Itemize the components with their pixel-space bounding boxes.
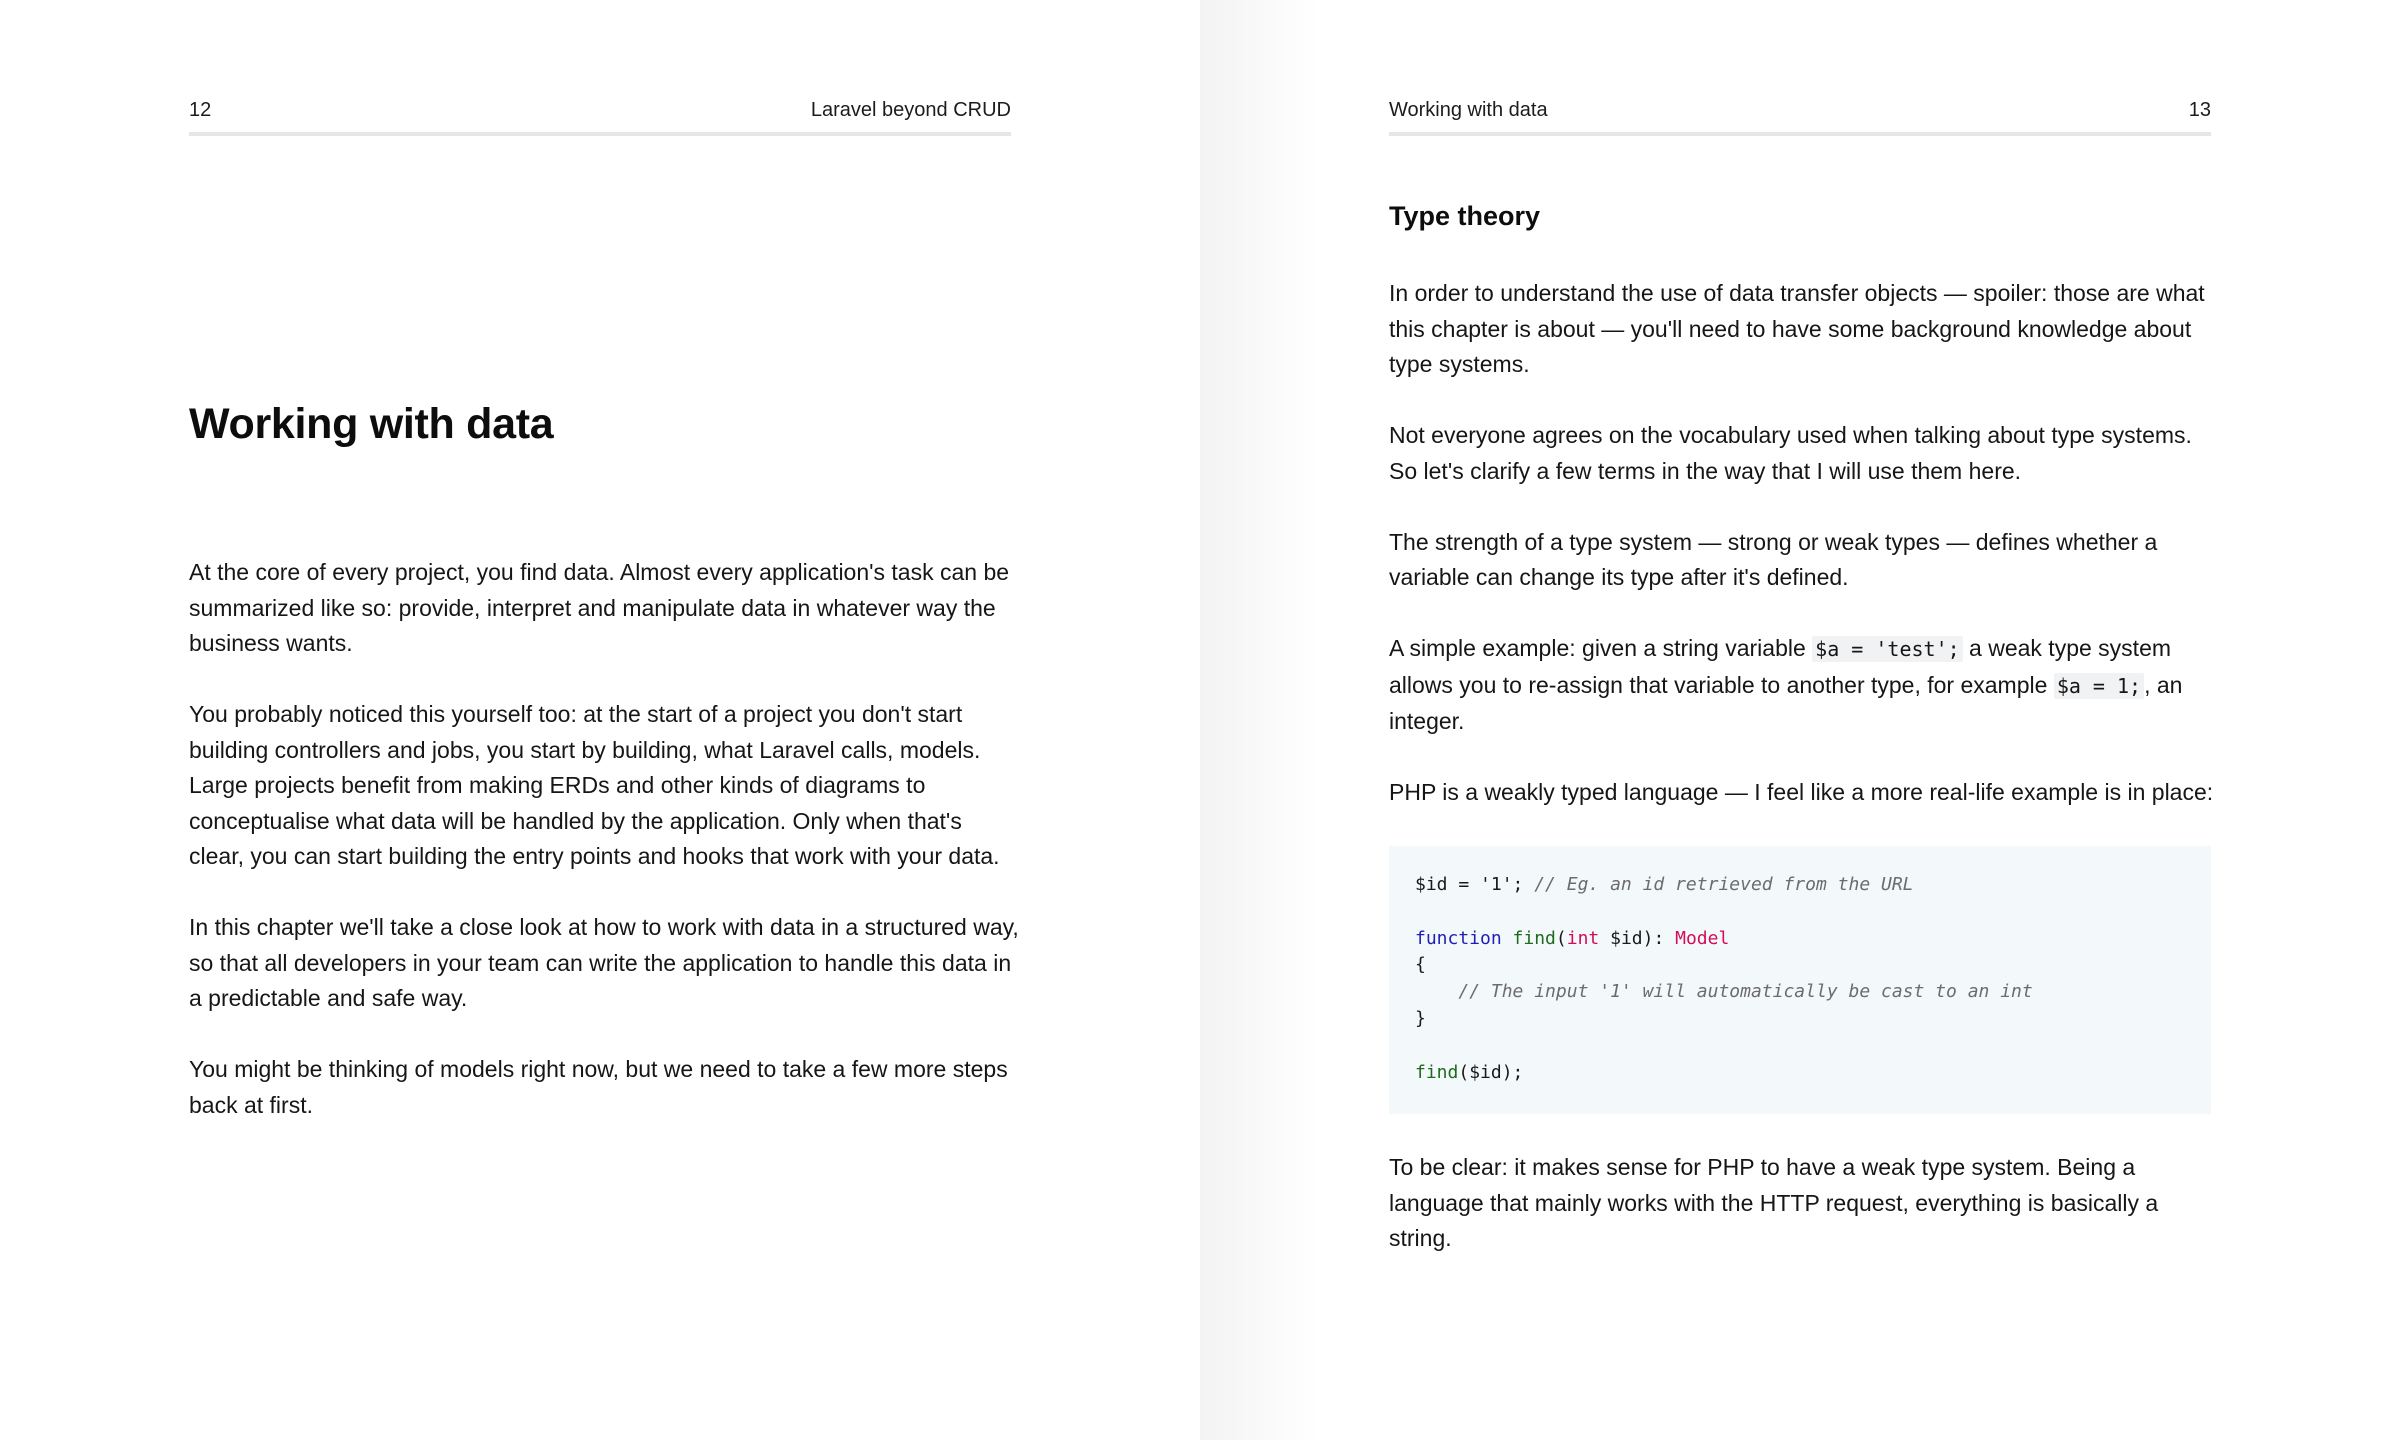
inline-code: $a = 'test'; [1812, 636, 1963, 662]
paragraph: You might be thinking of models right now, but we need to take a few more steps back at first. [189, 1056, 1008, 1118]
code-token-comment: // Eg. an id retrieved from the URL [1534, 874, 1914, 895]
code-token-keyword: function [1415, 927, 1502, 949]
code-token-plain: $id): [1599, 927, 1676, 949]
running-title: Working with data [1389, 99, 1548, 121]
section-heading: Type theory [1389, 201, 1541, 231]
code-token-plain: { [1415, 954, 1426, 976]
code-block [1389, 846, 2211, 1114]
code-token-comment: // The input '1' will automatically be cast to an int [1458, 981, 2033, 1003]
paragraph: To be clear: it makes sense for PHP to have a weak type system. Being a language that mainly works with the HTTP request, everything is basically a string. [1389, 1154, 2159, 1252]
paragraph: The strength of a type system — strong or weak types — defines whether a variable can change its type after it's defined. [1389, 528, 2158, 590]
paragraph: PHP is a weakly typed language — I feel like a more real-life example is in place: [1389, 779, 2214, 805]
code-line [1415, 1060, 2185, 1087]
example-paragraph [1389, 631, 2219, 740]
text-run: a weak type system allows you to re-assign that variable to another type, for example [1389, 635, 2172, 698]
chapter-title: Working with data [189, 400, 554, 448]
paragraph: In this chapter we'll take a close look at how to work with data in a structured way, so that all developers in your team can write the application to handle this data in a predictable and safe way. [189, 914, 1019, 1011]
chapter-intro [189, 555, 1019, 1159]
code-token-plain: } [1415, 1007, 1426, 1029]
text-run: , an integer. [1389, 671, 2183, 734]
running-title: Laravel beyond CRUD [810, 99, 1011, 121]
code-token-plain [1502, 928, 1513, 949]
code-line [1415, 1006, 2185, 1033]
code-token-plain: $id = '1'; [1415, 874, 1535, 895]
code-token-func: find [1415, 1061, 1459, 1083]
code-token-plain: ( [1555, 927, 1567, 949]
paragraph: In order to understand the use of data transfer objects — spoiler: those are what this chapter is about — you'll need to have some background knowledge about type systems. [1389, 280, 2205, 377]
page-number: 12 [189, 99, 212, 121]
running-header [1389, 96, 2211, 136]
page-number: 13 [2188, 99, 2211, 121]
code-token-plain: ($id); [1458, 1061, 1524, 1083]
section-body [1389, 192, 2219, 1292]
right-page [1200, 0, 2400, 1440]
code-token-type: Model [1675, 927, 1730, 949]
paragraph: You probably noticed this yourself too: at the start of a project you don't start building controllers and jobs, you start by building, what Laravel calls, models. Large projects benefit from making ERDs and other kinds of diagrams to conceptualise what data will be handled by the application. Only when that's clear, you can start building the entry points and hooks that work with your data. [189, 701, 1000, 869]
code-token-type: int [1566, 927, 1600, 949]
code-line [1415, 872, 2185, 899]
code-line [1415, 952, 2185, 979]
code-line [1415, 1033, 2185, 1060]
code-line [1415, 979, 2185, 1006]
code-token-func: find [1512, 927, 1556, 949]
code-line [1415, 926, 2185, 953]
inline-code: $a = 1; [2054, 673, 2144, 699]
paragraph: At the core of every project, you find data. Almost every application's task can be summarized like so: provide, interpret and manipulate data in whatever way the business wants. [189, 559, 1010, 656]
code-token-plain [1415, 981, 1458, 1002]
paragraph: Not everyone agrees on the vocabulary used when talking about type systems. So let's clarify a few terms in the way that I will use them here. [1389, 422, 2192, 484]
text-run: A simple example: given a string variable [1389, 635, 1813, 661]
code-line [1415, 899, 2185, 926]
running-header [189, 96, 1011, 136]
